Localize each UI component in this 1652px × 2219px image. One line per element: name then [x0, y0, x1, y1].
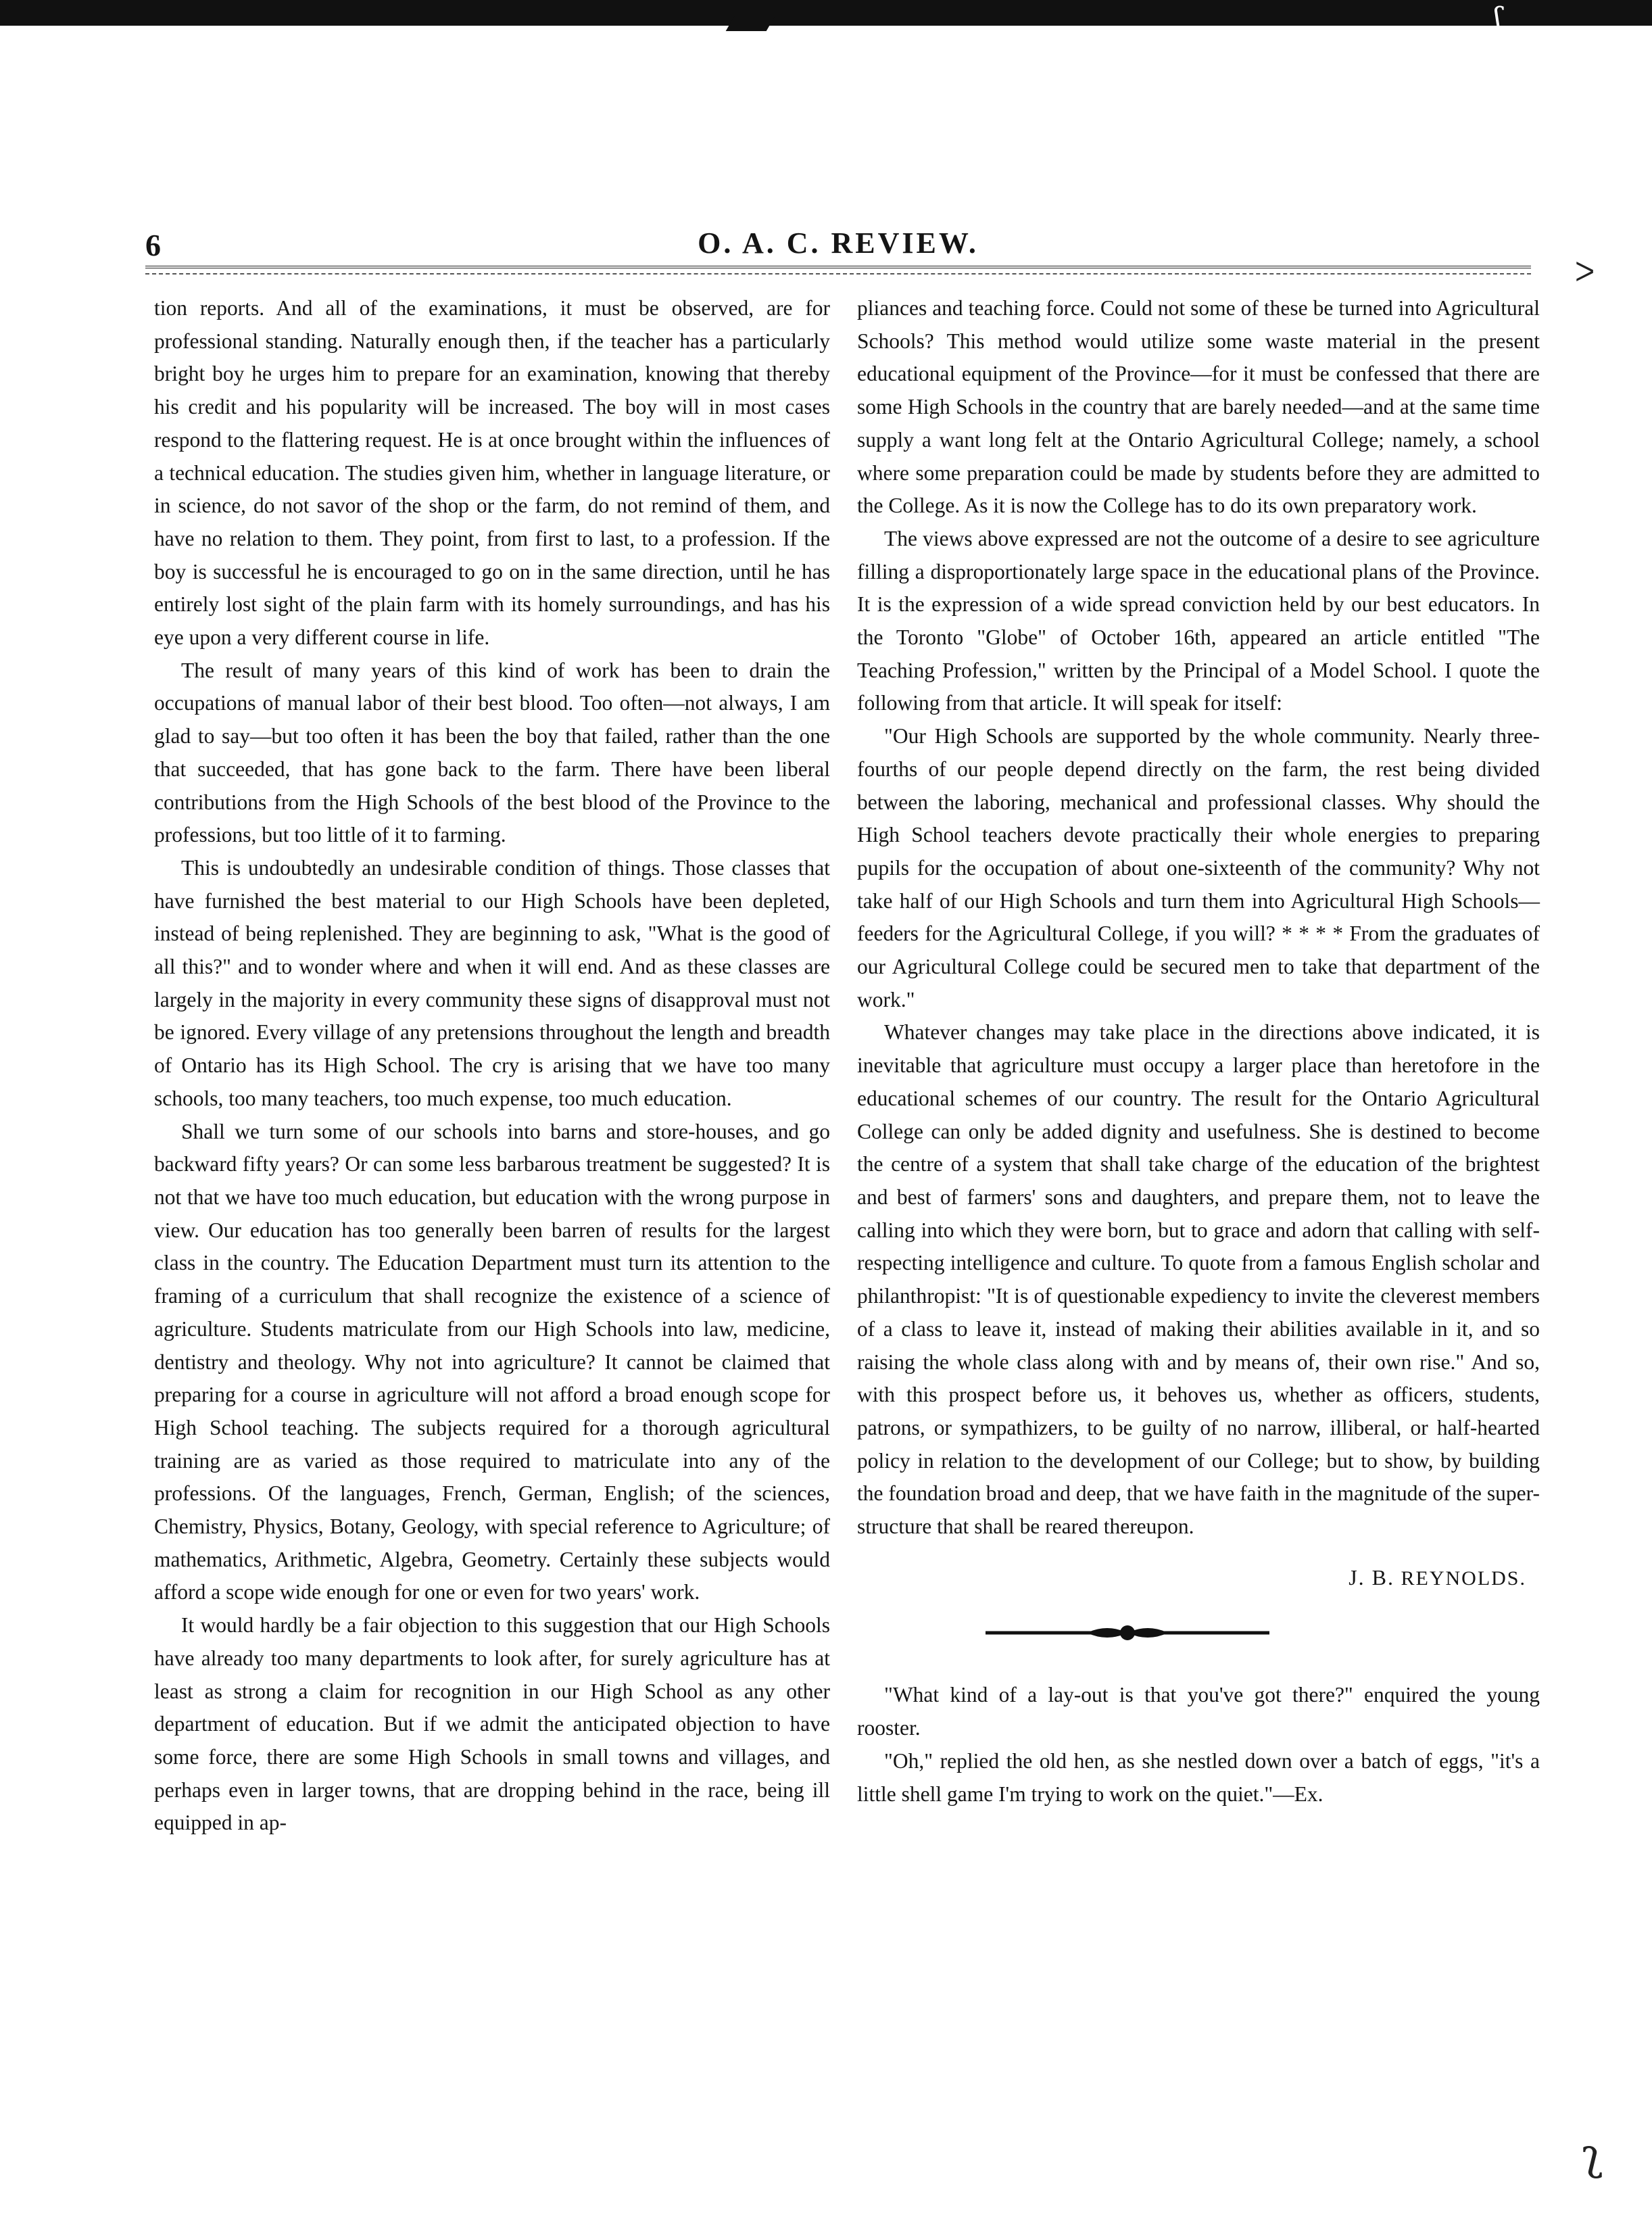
top-border-notch — [726, 16, 775, 31]
header-rule — [145, 266, 1531, 268]
right-column — [857, 292, 1540, 1811]
article-paragraph: tion reports. And all of the examinations, it must be observed, are for professional standing. Naturally enough then, if the teacher has a particularly bright boy he urges him to prepare for an examination, knowing that thereby his credit and his popularity will be increased. The boy will in most cases respond to the flattering request. He is at once brought within the influences of a technical education. The studies given him, whether in language literature, or in science, do not savor of the shop or the farm, do not remind of them, and have no relation to them. They point, from first to last, to a profession. If the boy is successful he is encouraged to go on in the same direction, until he has entirely lost sight of the plain farm with its homely surroundings, and has his eye upon a very different course in life. — [154, 296, 830, 650]
bottom-right-mark: ʅ — [1582, 2130, 1603, 2180]
article-paragraph: Shall we turn some of our schools into barns and store-houses, and go backward fifty years? Or can some less barbarous treatment be suggested? It is not that we have too much education, but education with the wrong purpose in view. Our education has too generally been barren of results for the largest class in the country. The Education Department must turn its attention to the framing of a curriculum that shall recognize the existence of a science of agriculture. Students matriculate from our High Schools into law, medicine, dentistry and theology. Why not into agriculture? It cannot be claimed that preparing for a course in agriculture will not afford a broad enough scope for High School teaching. The subjects required for a thorough agricultural training are as varied as those required to matriculate into any of the professions. Of the languages, French, German, English; of the sciences, Chemistry, Physics, Botany, Geology, with special reference to Agriculture; of mathematics, Arithmetic, Algebra, Geometry. Certainly these subjects would afford a scope wide enough for one or even for two years' work. — [154, 1119, 830, 1604]
author-signature — [857, 1561, 1540, 1596]
header-rule-dashed — [145, 273, 1531, 275]
article-paragraph: It would hardly be a fair objection to this suggestion that our High Schools have already too many departments to look after, for surely agriculture has at least as strong a claim for recognition in our High School as any other department of education. But if we admit the anticipated objection to have some force, there are some High Schools in small towns and villages, and perhaps even in larger towns, that are dropping behind in the race, being ill equipped in ap- — [154, 1613, 830, 1835]
article-paragraph: The views above expressed are not the outcome of a desire to see agriculture filling a disproportionately large space in the educational plans of the Province. It is the expression of a wide spread conviction held by our best educators. In the Toronto "Globe" of October 16th, appeared an article entitled "The Teaching Profession," written by the Principal of a Model School. I quote the following from that article. It will speak for itself: — [857, 526, 1540, 715]
section-divider-ornament — [857, 1619, 1540, 1646]
signature-name: REYNOLDS. — [1401, 1567, 1526, 1590]
page-header — [145, 227, 1531, 268]
top-border-bar — [0, 0, 1652, 26]
article-paragraph: This is undoubtedly an undesirable condition of things. Those classes that have furnished the best material to our High Schools have been depleted, instead of being replenished. They are beginning to ask, "What is the good of all this?" and to wonder where and when it will end. And as these classes are largely in the majority in every community these signs of disapproval must not be ignored. Every village of any pretensions throughout the length and breadth of Ontario has its High School. The cry is arising that we have too many schools, too many teachers, too much expense, too much education. — [154, 855, 830, 1110]
article-paragraph: The result of many years of this kind of work has been to drain the occupations of manual labor of their best blood. Too often—not always, I am glad to say—but too often it has been the boy that failed, rather than the one that succeeded, that has gone back to the farm. There have been liberal contributions from the High Schools of the best blood of the Province to the professions, but too little of it to farming. — [154, 658, 830, 847]
page-number: 6 — [145, 228, 161, 262]
signature-initials: J. B. — [1349, 1565, 1394, 1590]
quoted-paragraph: "Our High Schools are supported by the whole community. Nearly three-fourths of our people depend directly on the farm, the rest being divided between the laboring, mechanical and professional classes. Why should the High School teachers devote practically their whole energies to preparing pupils for the occupation of about one-sixteenth of the community? Why not take half of our High Schools and turn them into Agricultural High Schools—feeders for the Agricultural College, if you will? * * * * From the graduates of our Agricultural College could be secured men to take that department of the work." — [857, 724, 1540, 1011]
left-column — [154, 292, 830, 1840]
article-paragraph: Whatever changes may take place in the directions above indicated, it is inevitable that agriculture must occupy a larger place than heretofore in the educational schemes of our country. The result for the Ontario Agricultural College can only be added dignity and usefulness. She is destined to become the centre of a system that shall take charge of the education of the brightest and best of farmers' sons and daughters, and prepare them, not to leave the calling into which they were born, but to grace and adorn that calling with self-respecting intelligence and culture. To quote from a famous English scholar and philanthropist: "It is of questionable expediency to invite the cleverest members of a class to leave it, instead of making their abilities available in it, and so raising the whole class along with and by means of, their own rise." And so, with this prospect before us, it behoves us, whether as officers, students, patrons, or sympathizers, to be guilty of no narrow, illiberal, or half-hearted policy in relation to the development of our College; but to show, by building the foundation broad and deep, that we have faith in the magnitude of the super-structure that shall be reared thereupon. — [857, 1020, 1540, 1539]
corner-mark: ᐳ — [1575, 257, 1595, 288]
top-right-mark: ʃ — [1494, 1, 1502, 36]
article-paragraph: pliances and teaching force. Could not some of these be turned into Agricultural Schools? This method would utilize some waste material in the present educational equipment of the Province—for it must be confessed that there are some High Schools in the country that are barely needed—and at the same time supply a want long felt at the Ontario Agricultural College; namely, a school where some preparation could be made by students before they are admitted to the College. As it is now the College has to do its own preparatory work. — [857, 296, 1540, 518]
squib-paragraph: "Oh," replied the old hen, as she nestled down over a batch of eggs, "it's a little shell game I'm trying to work on the quiet."—Ex. — [857, 1748, 1540, 1806]
squib-paragraph: "What kind of a lay-out is that you've got there?" enquired the young rooster. — [857, 1683, 1540, 1740]
ornament-rule-icon — [986, 1619, 1269, 1646]
journal-title: O. A. C. REVIEW. — [698, 226, 979, 260]
